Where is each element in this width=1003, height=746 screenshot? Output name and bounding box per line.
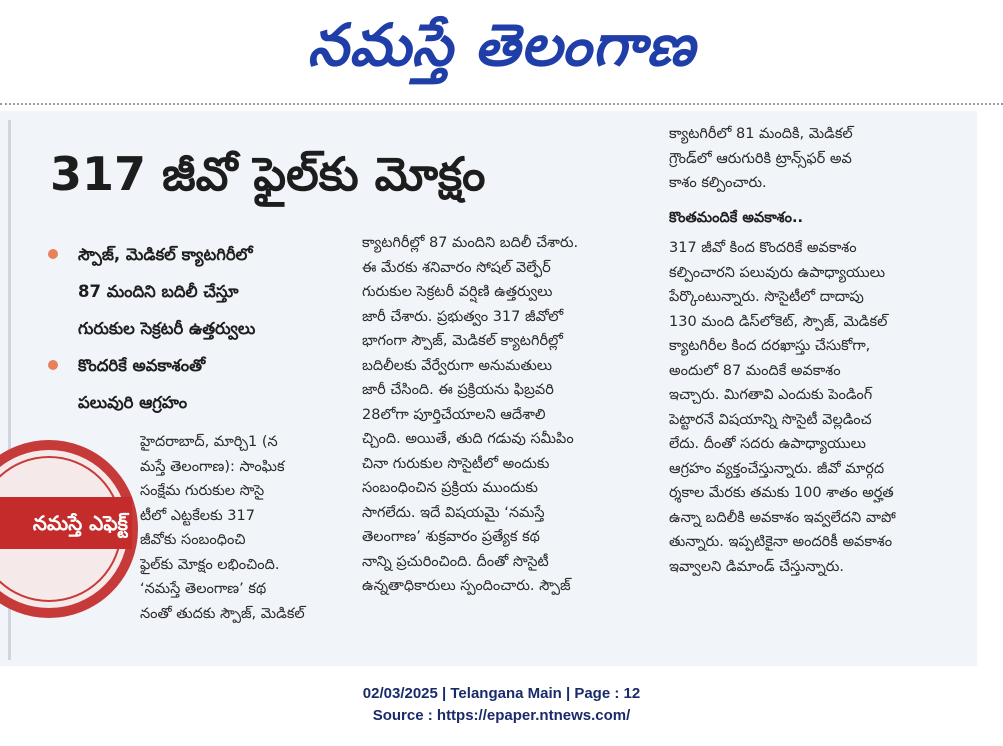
bullet-line: కొందరికే అవకాశంతో [78, 356, 206, 375]
text-line: 317 జీవో కింద కొందరికే అవకాశం [669, 240, 857, 256]
text-line: క్యాటగిరీల్లో 87 మందిని బదిలీ చేశారు. [362, 235, 579, 251]
text-line: ఆగ్రహం వ్యక్తంచేస్తున్నారు. జీవో మార్గద [669, 460, 885, 477]
text-line: చ్చింది. అయితే, తుది గడువు సమీపిం [362, 431, 574, 447]
text-line: ఉన్నా బదిలీకి అవకాశం ఇవ్వలేదని వాపో [669, 509, 896, 526]
text-line: మస్తే తెలంగాణ): సాంఘిక [140, 458, 285, 475]
text-line: కల్పించారని పలువురు ఉపాధ్యాయులు [669, 264, 885, 281]
article-column-2 [362, 231, 646, 599]
bullet-dot-icon [48, 249, 58, 259]
bullet-line: గురుకుల సెక్రటరీ ఉత్తర్వులు [78, 319, 256, 338]
summary-bullets [48, 236, 338, 421]
text-line: హైదరాబాద్, మార్చి1 (న [140, 434, 278, 450]
article-headline: 317 జీవో ఫైల్‌కు మోక్షం [50, 147, 486, 201]
source-link[interactable]: Source : https://epaper.ntnews.com/ [372, 707, 631, 724]
text-line: సంక్షేమ గురుకుల సొసై [140, 483, 265, 499]
text-line: ఉన్నతాధికారులు స్పందించారు. స్పౌజ్ [362, 578, 571, 594]
page-footer [0, 683, 1003, 727]
text-line: 130 మంది డిస్‌లోకెట్, స్పౌజ్, మెడికల్ [669, 313, 888, 330]
text-line: నంతో తుదకు స్పౌజ్, మెడికల్ [140, 605, 305, 622]
text-line: గ్రౌండ్‌లో ఆరుగురికి ట్రాన్స్‌ఫర్ అవ [669, 150, 852, 167]
text-line: ఇవ్వాలని డిమాండ్ చేస్తున్నారు. [669, 558, 844, 575]
text-line: ‘నమస్తే తెలంగాణ’ కథ [140, 581, 267, 597]
bullet-1 [48, 236, 338, 347]
subheading: కొంతమందికే అవకాశం.. [669, 209, 803, 226]
text-line: సాగలేదు. ఇదే విషయమై ‘నమస్తే [362, 504, 545, 521]
text-line: క్యాటగిరీలో 81 మందికి, మెడికల్ [669, 126, 853, 142]
text-line: జీవోకు సంబంధించి [140, 532, 246, 548]
text-line: ఈ మేరకు శనివారం సోషల్ వెల్ఫేర్ [362, 259, 551, 276]
text-line: తున్నారు. ఇప్పటికైనా అందరికీ అవకాశం [669, 534, 893, 550]
edition-info: 02/03/2025 | Telangana Main | Page : 12 [362, 685, 641, 702]
text-line: బదిలీలకు వేర్వేరుగా అనుమతులు [362, 357, 553, 374]
text-line: తెలంగాణ’ శుక్రవారం ప్రత్యేక కథ [362, 529, 540, 545]
bullet-line: 87 మందిని బదిలీ చేస్తూ [78, 282, 239, 301]
masthead-divider [0, 103, 1003, 105]
text-line: ఇచ్చారు. మిగతావి ఎందుకు పెండింగ్ [669, 387, 873, 403]
text-line: సంబంధించిన ప్రక్రియ ముందుకు [362, 480, 538, 496]
bullet-2 [48, 347, 338, 421]
text-line: నాన్ని ప్రచురించింది. దీంతో సొసైటీ [362, 553, 549, 570]
text-line: అందులో 87 మందికే అవకాశం [669, 362, 841, 379]
text-line: క్యాటగిరీల కింద దరఖాస్తు చేసుకోగా, [669, 338, 871, 354]
masthead [0, 0, 1003, 90]
text-line: టీలో ఎట్టకేలకు 317 [140, 507, 255, 524]
stamp-label: నమస్తే ఎఫెక్ట్ [0, 497, 132, 549]
text-line: ర్శకాల మేరకు తమకు 100 శాతం అర్హత [669, 485, 894, 501]
text-line: లేదు. దీంతో సదరు ఉపాధ్యాయులు [669, 436, 866, 452]
text-line: 28లోగా పూర్తిచేయాలని ఆదేశాలి [362, 406, 546, 423]
text-line: చినా గురుకుల సొసైటీలో అందుకు [362, 455, 550, 472]
newspaper-logo: నమస్తే తెలంగాణ [307, 11, 696, 79]
bullet-line: పలువురి ఆగ్రహం [78, 393, 188, 412]
text-line: భాగంగా స్పౌజ్, మెడికల్ క్యాటగిరీల్లో [362, 333, 563, 349]
spacer [669, 196, 951, 206]
text-line: పెట్టారనే విషయాన్ని సొసైటీ వెల్లడించ [669, 411, 872, 428]
text-line: కాశం కల్పించారు. [669, 175, 767, 191]
text-line: పేర్కొంటున్నారు. సొసైటీలో దాదాపు [669, 289, 864, 305]
bullet-dot-icon [48, 360, 58, 370]
bullet-line: స్పౌజ్, మెడికల్ క్యాటగిరీలో [78, 245, 253, 264]
text-line: గురుకుల సెక్రటరీ వర్షిణి ఉత్తర్వులు [362, 284, 553, 300]
text-line: జారీ చేసింది. ఈ ప్రక్రియను ఫిబ్రవరి [362, 382, 554, 398]
text-line: జారీ చేశారు. ప్రభుత్వం 317 జీవోలో [362, 308, 564, 325]
article-column-3 [669, 122, 951, 579]
text-line: ఫైల్‌కు మోక్షం లభించింది. [140, 556, 280, 573]
article-column-1 [140, 430, 338, 626]
